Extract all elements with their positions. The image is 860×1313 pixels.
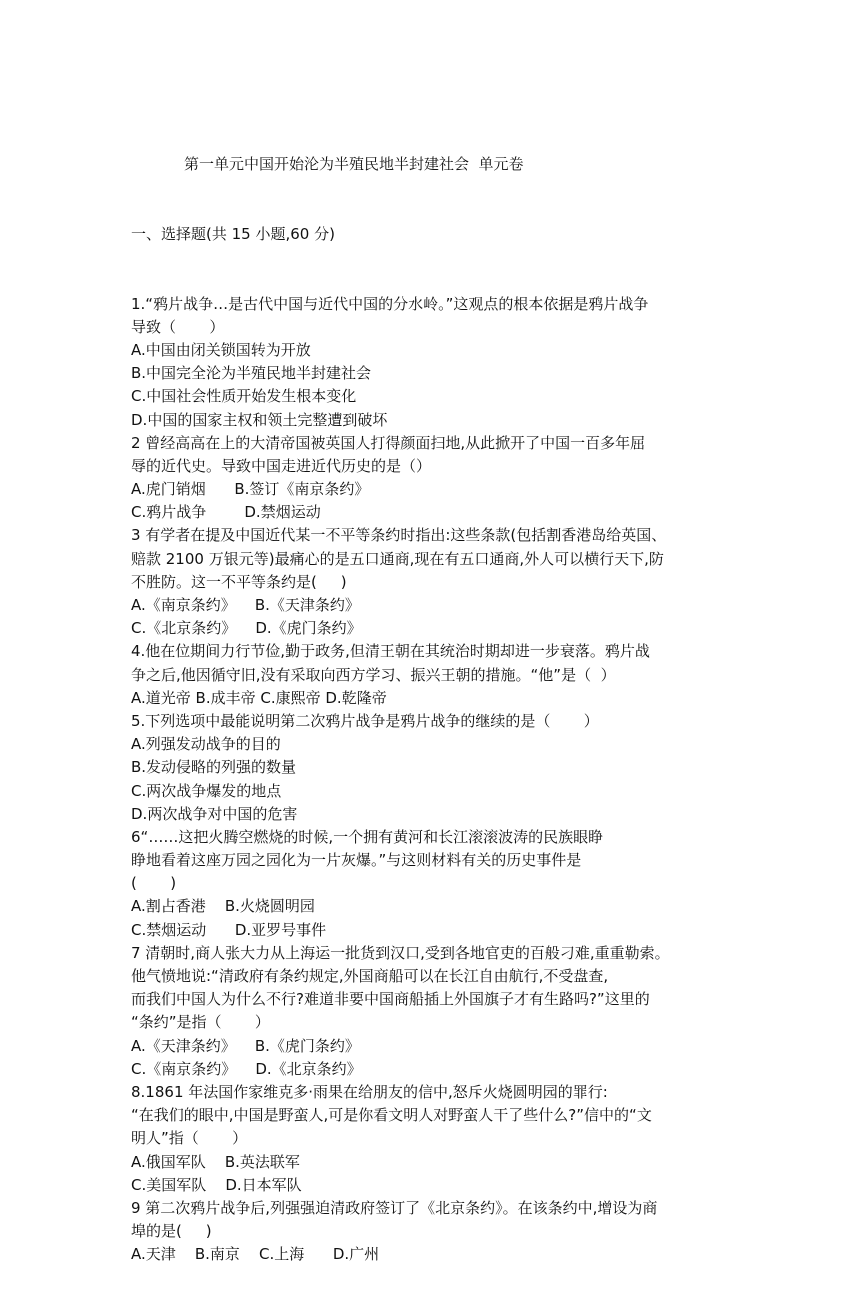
text-line: C.美国军队 D.日本军队 [131, 1175, 302, 1194]
text-line: D.中国的国家主权和领土完整遭到破坏 [131, 410, 388, 429]
text-line: A.虎门销烟 B.签订《南京条约》 [131, 480, 370, 499]
text-line: 3 有学者在提及中国近代某一不平等条约时指出:这些条款(包括割香港岛给英国、 [131, 526, 667, 545]
text-line: A.俄国军队 B.英法联军 [131, 1152, 300, 1171]
text-line: 争之后,他因循守旧,没有采取向西方学习、振兴王朝的措施。“他”是（ ） [131, 665, 616, 684]
text-line: 8.1861 年法国作家维克多·雨果在给朋友的信中,怒斥火烧圆明园的罪行: [131, 1082, 608, 1101]
text-line: 4.他在位期间力行节俭,勤于政务,但清王朝在其统治时期却进一步衰落。鸦片战 [131, 642, 650, 661]
text-line: 5.下列选项中最能说明第二次鸦片战争是鸦片战争的继续的是（ ） [131, 711, 599, 730]
text-line: A.道光帝 B.成丰帝 C.康熙帝 D.乾隆帝 [131, 688, 387, 707]
question-lines [131, 293, 751, 1267]
text-line: 1.“鸦片战争…是古代中国与近代中国的分水岭。”这观点的根本依据是鸦片战争 [131, 294, 649, 313]
text-line: B.发动侵略的列强的数量 [131, 758, 297, 777]
text-line: 埠的是( ) [131, 1222, 212, 1241]
text-line: C.禁烟运动 D.亚罗号事件 [131, 920, 327, 939]
text-line: C.中国社会性质开始发生根本变化 [131, 387, 357, 406]
text-line: A.《南京条约》 B.《天津条约》 [131, 596, 360, 615]
text-line: C.两次战争爆发的地点 [131, 781, 282, 800]
document-title: 第一单元中国开始沦为半殖民地半封建社会 单元卷 [184, 155, 524, 174]
text-line: A.《天津条约》 B.《虎门条约》 [131, 1036, 360, 1055]
text-line: C.《北京条约》 D.《虎门条约》 [131, 619, 362, 638]
text-line: B.中国完全沦为半殖民地半封建社会 [131, 364, 372, 383]
text-line: 赔款 2100 万银元等)最痛心的是五口通商,现在有五口通商,外人可以横行天下,防 [131, 549, 664, 568]
text-line: “在我们的眼中,中国是野蛮人,可是你看文明人对野蛮人干了些什么?”信中的“文 [131, 1106, 652, 1125]
text-line: 而我们中国人为什么不行?难道非要中国商船插上外国旗子才有生路吗?”这里的 [131, 990, 650, 1009]
text-line: 9 第二次鸦片战争后,列强强迫清政府签订了《北京条约》。在该条约中,增设为商 [131, 1198, 658, 1217]
text-line: 不胜防。这一不平等条约是( ) [131, 572, 347, 591]
text-line: C.鸦片战争 D.禁烟运动 [131, 503, 321, 522]
text-line: 7 清朝时,商人张大力从上海运一批货到汉口,受到各地官吏的百般刁难,重重勒索。 [131, 943, 670, 962]
text-line: A.列强发动战争的目的 [131, 735, 281, 754]
text-line: 明人”指（ ） [131, 1129, 248, 1148]
text-line: D.两次战争对中国的危害 [131, 804, 298, 823]
text-line: C.《南京条约》 D.《北京条约》 [131, 1059, 362, 1078]
text-line: 他气愤地说:“清政府有条约规定,外国商船可以在长江自由航行,不受盘查, [131, 967, 609, 986]
text-line: 睁地看着这座万园之园化为一片灰爆。”与这则材料有关的历史事件是 [131, 851, 582, 870]
document-body [131, 107, 751, 1313]
section-heading: 一、选择题(共 15 小题,60 分) [131, 225, 335, 243]
text-line: A.割占香港 B.火烧圆明园 [131, 897, 315, 916]
text-line: ( ) [131, 874, 177, 893]
text-line: “条约”是指（ ） [131, 1013, 270, 1032]
text-line: 辱的近代史。导致中国走进近代历史的是（） [131, 456, 432, 475]
text-line: 导致（ ） [131, 317, 225, 336]
text-line: 2 曾经高高在上的大清帝国被英国人打得颜面扫地,从此掀开了中国一百多年屈 [131, 433, 646, 452]
text-line: A.中国由闭关锁国转为开放 [131, 340, 311, 359]
text-line: 6“……这把火腾空燃烧的时候,一个拥有黄河和长江滚滚波涛的民族眼睁 [131, 827, 604, 846]
text-line: A.天津 B.南京 C.上海 D.广州 [131, 1245, 380, 1264]
